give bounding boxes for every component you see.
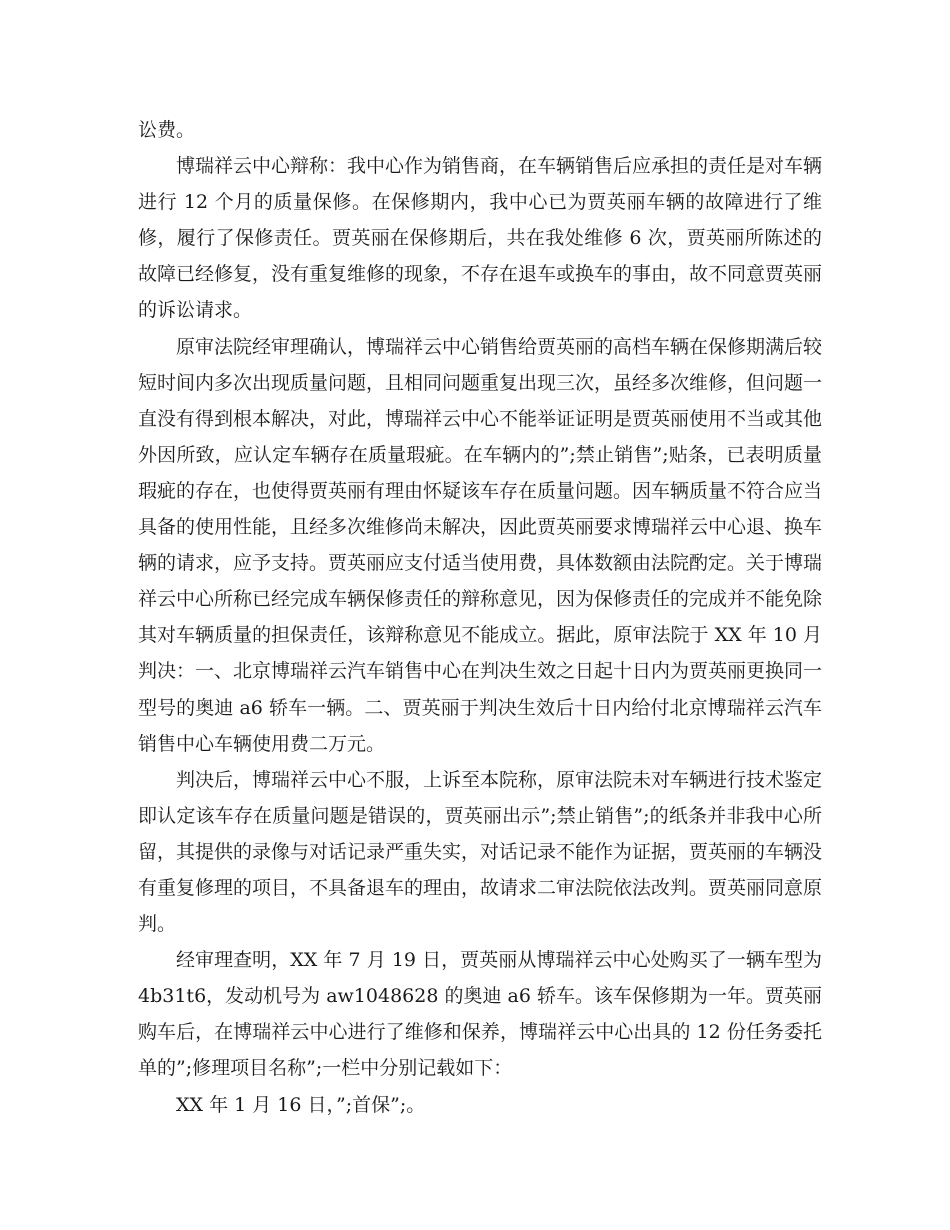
paragraph: 经审理查明，XX 年 7 月 19 日，贾英丽从博瑞祥云中心处购买了一辆车型为 4b31t6，发动机号为 aw1048628 的奥迪 a6 轿车。该车保修期为一年。贾英丽购车后，在博瑞祥云中心进行了维修和保养，博瑞祥云中心出具的 12 份任务委托单的”;修理项目名称”;一栏中分别记载如下： — [138, 949, 822, 1080]
paragraph: 原审法院经审理确认，博瑞祥云中心销售给贾英丽的高档车辆在保修期满后较短时间内多次出现质量问题，且相同问题重复出现三次，虽经多次维修，但问题一直没有得到根本解决，对此，博瑞祥云中心不能举证证明是贾英丽使用不当或其他外因所致，应认定车辆存在质量瑕疵。在车辆内的”;禁止销售”;贴条，已表明质量瑕疵的存在，也使得贾英丽有理由怀疑该车存在质量问题。因车辆质量不符合应当具备的使用性能，且经多次维修尚未解决，因此贾英丽要求博瑞祥云中心退、换车辆的请求，应予支持。贾英丽应支付适当使用费，具体数额由法院酌定。关于博瑞祥云中心所称已经完成车辆保修责任的辩称意见，因为保修责任的完成并不能免除其对车辆质量的担保责任，该辩称意见不能成立。据此，原审法院于 XX 年 10 月判决：一、北京博瑞祥云汽车销售中心在判决生效之日起十日内为贾英丽更换同一型号的奥迪 a6 轿车一辆。二、贾英丽于判决生效后十日内给付北京博瑞祥云汽车销售中心车辆使用费二万元。 — [138, 335, 823, 755]
paragraph: 讼费。 — [138, 119, 196, 141]
paragraph: 判决后，博瑞祥云中心不服，上诉至本院称，原审法院未对车辆进行技术鉴定即认定该车存在质量问题是错误的，贾英丽出示”;禁止销售”;的纸条并非我中心所留，其提供的录像与对话记录严重失实，对话记录不能作为证据，贾英丽的车辆没有重复修理的项目，不具备退车的理由，故请求二审法院依法改判。贾英丽同意原判。 — [138, 768, 823, 936]
document-body — [138, 112, 822, 1123]
paragraph: 博瑞祥云中心辩称：我中心作为销售商，在车辆销售后应承担的责任是对车辆进行 12 个月的质量保修。在保修期内，我中心已为贾英丽车辆的故障进行了维修，履行了保修责任。贾英丽在保修期后，共在我处维修 6 次，贾英丽所陈述的故障已经修复，没有重复维修的现象，不存在退车或换车的事由，故不同意贾英丽的诉讼请求。 — [138, 155, 823, 322]
paragraph: XX 年 1 月 16 日，”;首保”;。 — [176, 1093, 426, 1116]
